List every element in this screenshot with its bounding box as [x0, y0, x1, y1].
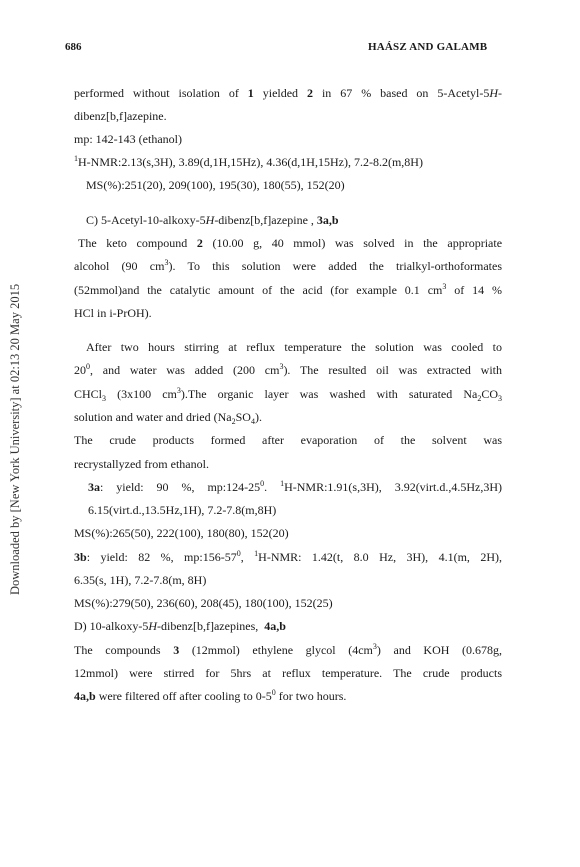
text-line: After two hours stirring at reflux temperature the solution was cooled to	[86, 340, 502, 354]
text-line: 12mmol) were stirred for 5hrs at reflux temperature. The crude products	[74, 666, 502, 680]
page-number: 686	[65, 41, 82, 53]
text-line: recrystallyzed from ethanol.	[74, 457, 209, 471]
compound-3b-nmr: 6.35(s, 1H), 7.2-7.8(m, 8H)	[74, 573, 207, 587]
running-title: HAÁSZ AND GALAMB	[368, 41, 488, 53]
text-line: dibenz[b,f]azepine.	[74, 109, 167, 123]
section-heading-c: C) 5-Acetyl-10-alkoxy-5H-dibenz[b,f]azepine , 3a,b	[86, 213, 339, 227]
text-line: $20^0$, and water was added (200 $cm^3$). The resulted oil was extracted with	[74, 362, 502, 377]
text-line: 4a,b were filtered off after cooling to $0-5^0$ for two hours.	[74, 688, 347, 703]
melting-point: mp: 142-143 (ethanol)	[74, 132, 182, 146]
ms-data: MS(%):251(20), 209(100), 195(30), 180(55), 152(20)	[86, 178, 345, 192]
compound-3a-data: 3a: yield: 90 %, $mp:124-25^0$. $^1$H-NMR:1.91(s,3H), 3.92(virt.d.,4.5Hz,3H)	[88, 479, 503, 494]
compound-3b-ms: MS(%):279(50), 236(60), 208(45), 180(100), 152(25)	[74, 596, 333, 610]
download-note: Downloaded by [New York University] at 02:13 20 May 2015	[8, 283, 22, 595]
text-line: The crude products formed after evaporation of the solvent was	[74, 433, 502, 447]
text-line: HCl in i-PrOH).	[74, 306, 152, 320]
text-line: solution and water and dried $(Na_2SO_4)$.	[74, 410, 262, 426]
text-line: (52mmol)and the catalytic amount of the acid (for example 0.1 $cm^3$ of 14 %	[74, 282, 503, 297]
text-line: CHCl$_3$ (3x100 $cm^3).The$ organic layer was washed with saturated $Na_2CO_3$	[74, 386, 502, 403]
nmr-data: $^1$H-NMR:2.13(s,3H), 3.89(d,1H,15Hz), 4.36(d,1H,15Hz), 7.2-8.2(m,8H)	[74, 154, 423, 169]
text-line: The compounds 3 (12mmol) ethylene glycol $(4cm^3)$ and KOH (0.678g,	[74, 642, 503, 657]
text-line: alcohol (90 $cm^3$). To this solution were added the trialkyl-orthoformates	[74, 258, 502, 273]
text-line: performed without isolation of 1 yielded 2 in 67 % based on 5-Acetyl-5H-	[74, 86, 503, 100]
compound-3a-ms: MS(%):265(50), 222(100), 180(80), 152(20)	[74, 526, 289, 540]
compound-3b-data: 3b: yield: 82 %, $mp:156-57^0$, $^1$H-NMR: 1.42(t, 8.0 Hz, 3H), 4.1(m, 2H),	[74, 549, 503, 564]
compound-3a-nmr: 6.15(virt.d.,13.5Hz,1H), 7.2-7.8(m,8H)	[88, 503, 277, 517]
section-heading-d: D) 10-alkoxy-5H-dibenz[b,f]azepines, 4a,b	[74, 619, 286, 633]
text-line: The keto compound 2 (10.00 g, 40 mmol) was solved in the appropriate	[78, 236, 503, 250]
